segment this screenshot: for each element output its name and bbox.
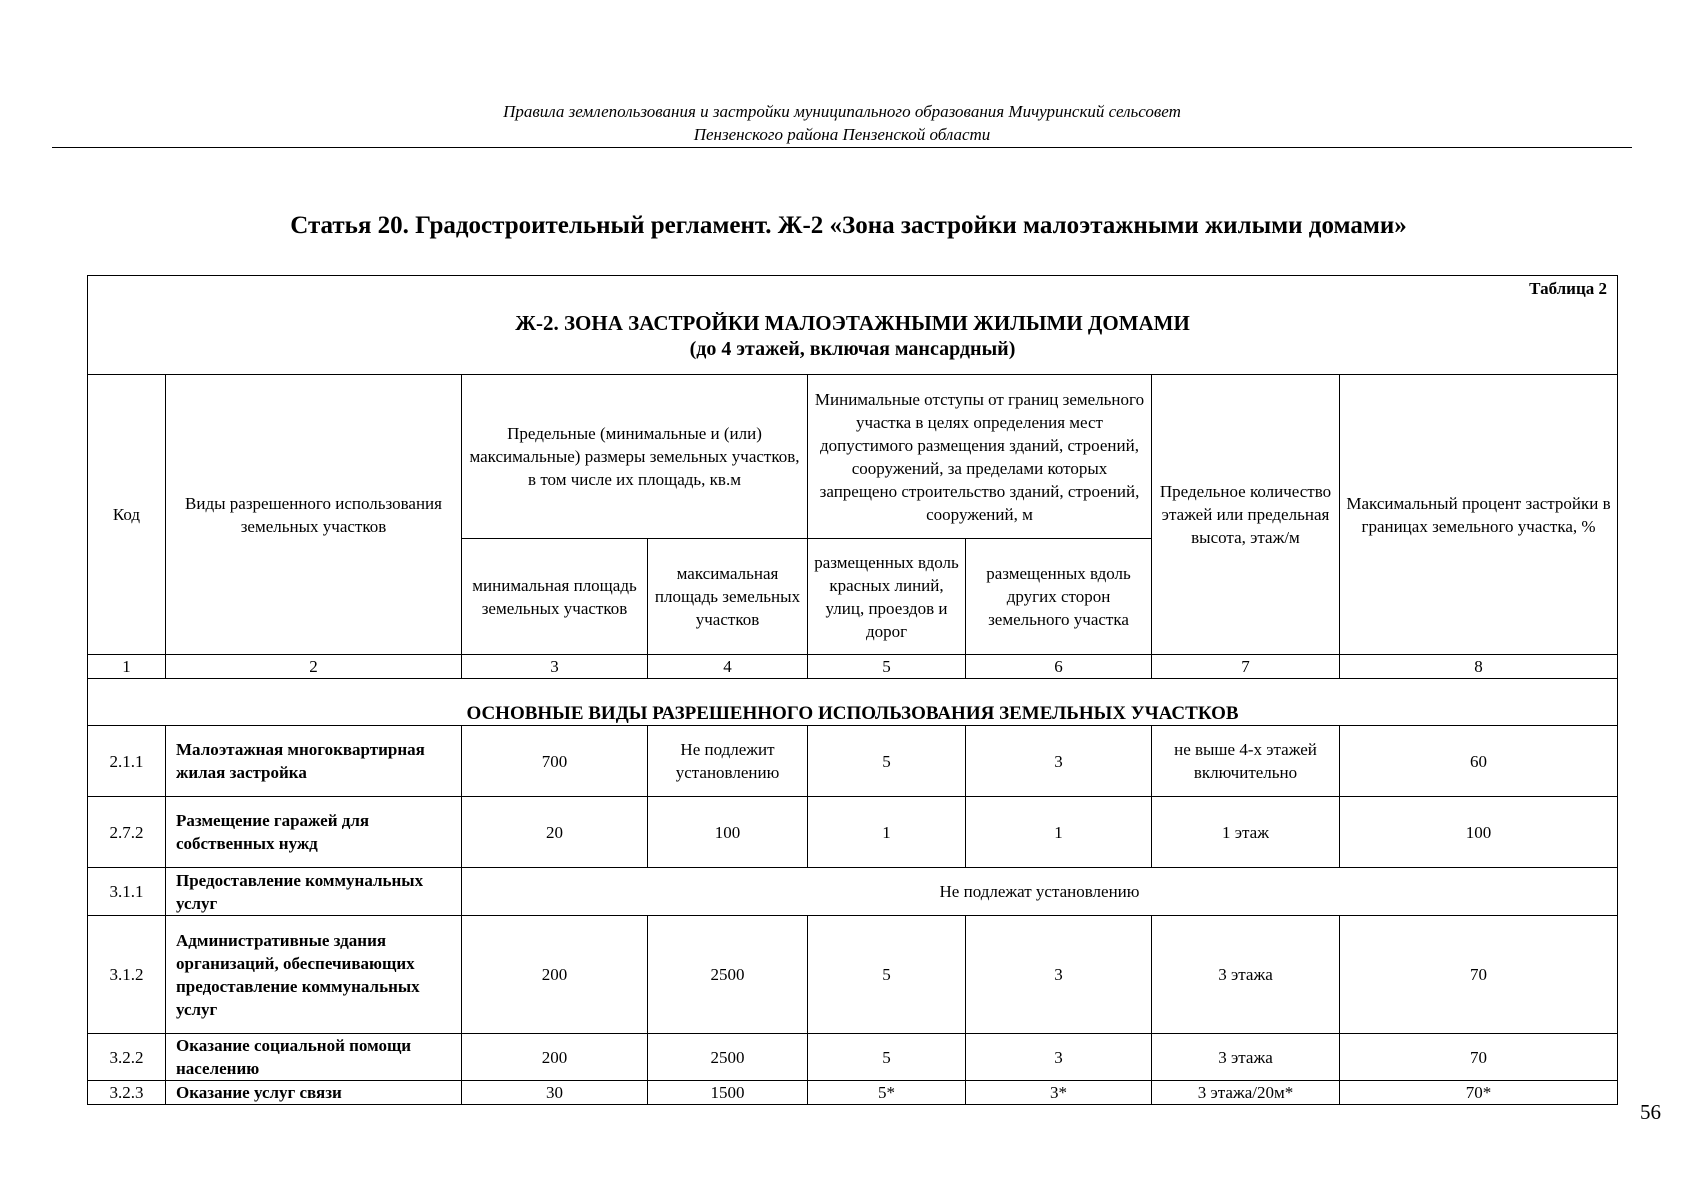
row-min-area: 700	[462, 726, 648, 797]
row-code: 3.1.1	[88, 868, 166, 916]
table-row	[88, 1081, 1618, 1105]
column-number-row	[88, 655, 1618, 679]
row-other-sides: 3	[966, 726, 1152, 797]
zone-subtitle: (до 4 этажей, включая мансардный)	[689, 338, 1016, 360]
row-red-lines: 5	[808, 1034, 966, 1081]
row-use-name: Размещение гаражей для собственных нужд	[166, 797, 462, 868]
row-merged-value: Не подлежат установлению	[462, 868, 1618, 916]
row-use-name: Оказание социальной помощи населению	[166, 1034, 462, 1081]
row-other-sides: 3*	[966, 1081, 1152, 1105]
row-floors: 3 этажа	[1152, 916, 1340, 1034]
row-other-sides: 3	[966, 916, 1152, 1034]
row-red-lines: 5	[808, 726, 966, 797]
row-code: 3.2.3	[88, 1081, 166, 1105]
header-max-area: максимальная площадь земельных участков	[648, 539, 808, 655]
row-code: 2.1.1	[88, 726, 166, 797]
header-other-sides: размещенных вдоль других сторон земельного участка	[966, 539, 1152, 655]
header-use: Виды разрешенного использования земельных участков	[166, 375, 462, 655]
table-row	[88, 868, 1618, 916]
section-title: ОСНОВНЫЕ ВИДЫ РАЗРЕШЕННОГО ИСПОЛЬЗОВАНИЯ ЗЕМЕЛЬНЫХ УЧАСТКОВ	[88, 679, 1618, 726]
row-max-area: 1500	[648, 1081, 808, 1105]
row-code: 3.1.2	[88, 916, 166, 1034]
header-code: Код	[88, 375, 166, 655]
row-min-area: 200	[462, 916, 648, 1034]
table-row	[88, 726, 1618, 797]
header-row	[88, 375, 1618, 539]
col-number: 5	[808, 655, 966, 679]
section-row	[88, 679, 1618, 726]
row-max-area: Не подлежит установлению	[648, 726, 808, 797]
page-number: 56	[1640, 1100, 1661, 1124]
regulation-table	[87, 275, 1618, 1105]
col-number: 3	[462, 655, 648, 679]
table-title-row	[88, 276, 1618, 375]
row-other-sides: 1	[966, 797, 1152, 868]
row-code: 2.7.2	[88, 797, 166, 868]
row-red-lines: 5	[808, 916, 966, 1034]
header-percent: Максимальный процент застройки в границах земельного участка, %	[1340, 375, 1618, 655]
row-use-name: Предоставление коммунальных услуг	[166, 868, 462, 916]
row-percent: 70*	[1340, 1081, 1618, 1105]
row-floors: 3 этажа/20м*	[1152, 1081, 1340, 1105]
row-min-area: 30	[462, 1081, 648, 1105]
row-max-area: 100	[648, 797, 808, 868]
row-red-lines: 5*	[808, 1081, 966, 1105]
row-floors: не выше 4-х этажей включительно	[1152, 726, 1340, 797]
row-use-name: Оказание услуг связи	[166, 1081, 462, 1105]
row-floors: 1 этаж	[1152, 797, 1340, 868]
row-other-sides: 3	[966, 1034, 1152, 1081]
table-row	[88, 1034, 1618, 1081]
row-code: 3.2.2	[88, 1034, 166, 1081]
row-percent: 70	[1340, 916, 1618, 1034]
table-title-cell	[88, 276, 1618, 375]
row-percent: 70	[1340, 1034, 1618, 1081]
header-setbacks: Минимальные отступы от границ земельного участка в целях определения мест допустимого размещения зданий, строений, сооружений, за пределами которых запрещено строительство зданий, строений, сооружений, м	[808, 375, 1152, 539]
col-number: 1	[88, 655, 166, 679]
col-number: 7	[1152, 655, 1340, 679]
header-divider	[52, 147, 1632, 148]
table-row	[88, 916, 1618, 1034]
row-use-name: Административные здания организаций, обеспечивающих предоставление коммунальных услуг	[166, 916, 462, 1034]
header-size: Предельные (минимальные и (или) максимальные) размеры земельных участков, в том числе их площадь, кв.м	[462, 375, 808, 539]
article-title: Статья 20. Градостроительный регламент. Ж-2 «Зона застройки малоэтажными жилыми домами»	[290, 212, 1407, 239]
col-number: 4	[648, 655, 808, 679]
row-max-area: 2500	[648, 916, 808, 1034]
header-min-area: минимальная площадь земельных участков	[462, 539, 648, 655]
row-max-area: 2500	[648, 1034, 808, 1081]
running-header-line-2: Пензенского района Пензенской области	[693, 125, 991, 144]
table-row	[88, 797, 1618, 868]
row-red-lines: 1	[808, 797, 966, 868]
header-floors: Предельное количество этажей или предельная высота, этаж/м	[1152, 375, 1340, 655]
zone-title: Ж-2. ЗОНА ЗАСТРОЙКИ МАЛОЭТАЖНЫМИ ЖИЛЫМИ ДОМАМИ	[515, 311, 1190, 335]
running-header-line-1: Правила землепользования и застройки муниципального образования Мичуринский сельсовет	[503, 102, 1181, 121]
running-header	[52, 100, 1632, 146]
col-number: 8	[1340, 655, 1618, 679]
row-min-area: 20	[462, 797, 648, 868]
row-percent: 100	[1340, 797, 1618, 868]
table-number: Таблица 2	[1529, 279, 1608, 298]
row-floors: 3 этажа	[1152, 1034, 1340, 1081]
row-min-area: 200	[462, 1034, 648, 1081]
row-use-name: Малоэтажная многоквартирная жилая застройка	[166, 726, 462, 797]
col-number: 6	[966, 655, 1152, 679]
header-red-lines: размещенных вдоль красных линий, улиц, проездов и дорог	[808, 539, 966, 655]
row-percent: 60	[1340, 726, 1618, 797]
col-number: 2	[166, 655, 462, 679]
